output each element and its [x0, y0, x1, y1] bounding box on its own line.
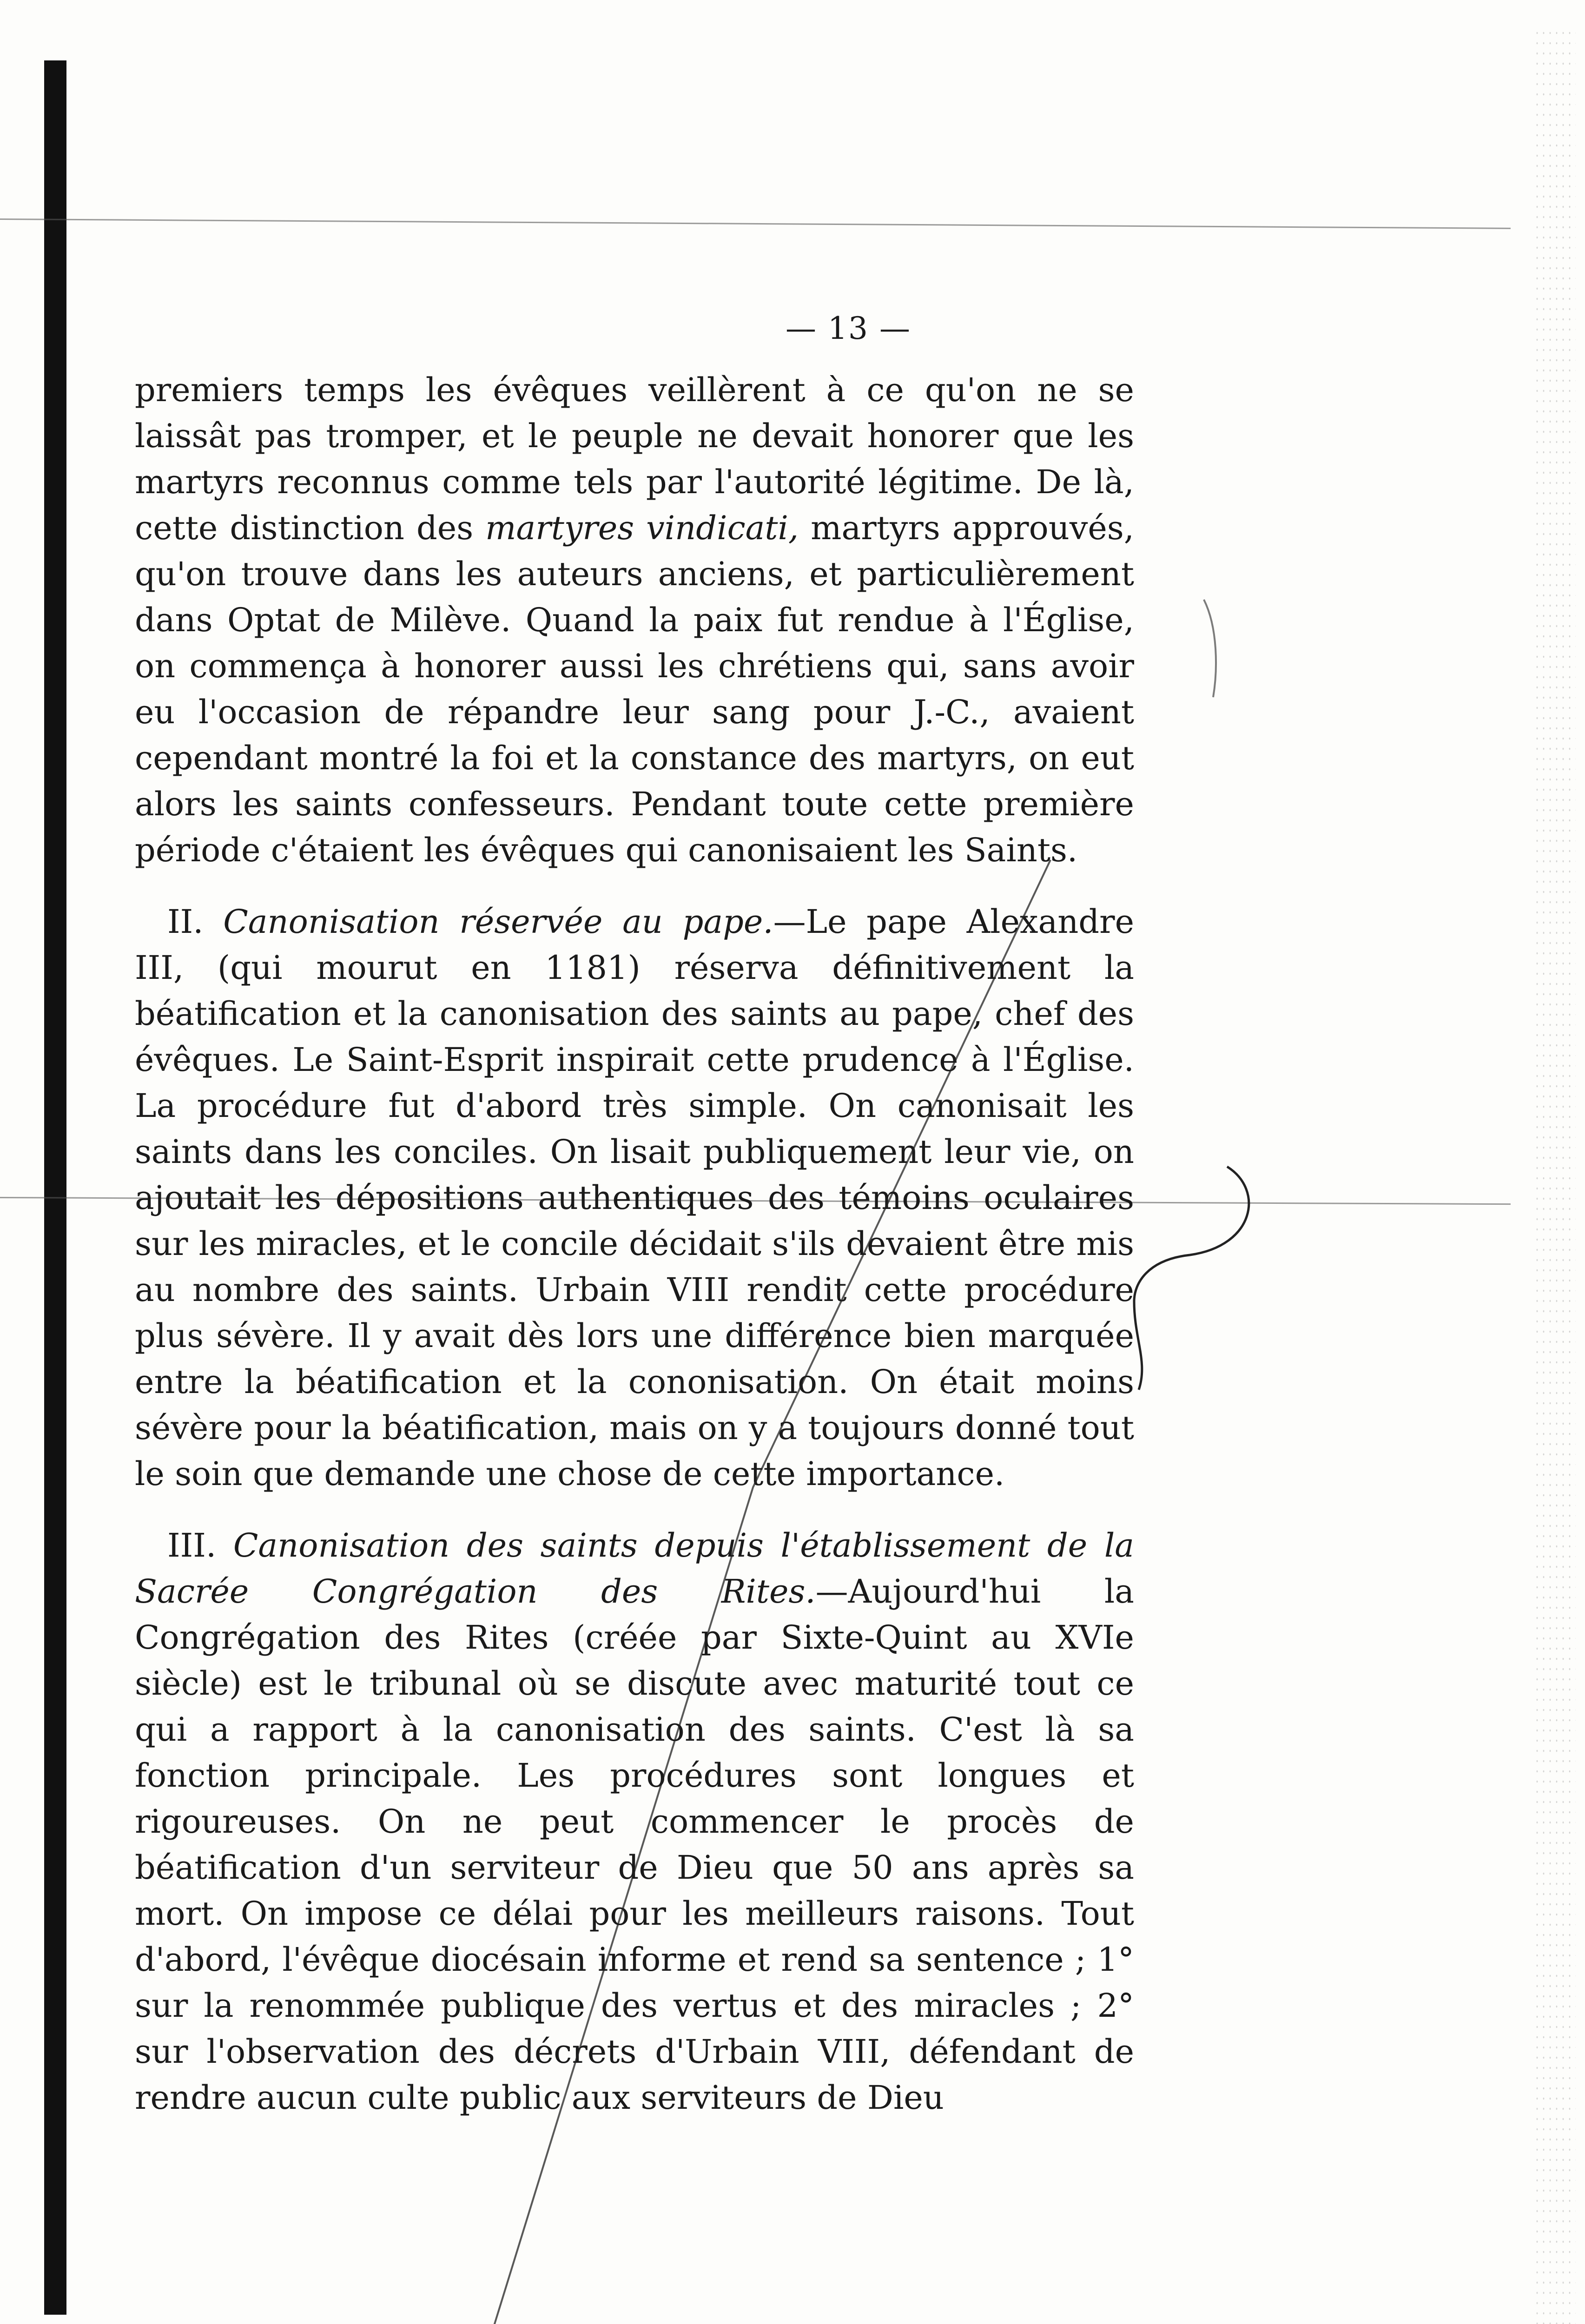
paragraph-1-start: premiers temps les évêques veillèrent à ce qu'on ne se laissât pas tromper, et le peuple ne devait honorer que les martyrs reconnus comme tels par l'autorité légitime. De là, cette distinction des [135, 371, 1134, 547]
margin-curve-mark [1204, 600, 1216, 697]
paragraph-1-italic: martyres vindicati, [485, 509, 799, 547]
section-3 [135, 1523, 1134, 2121]
page-number: — 13 — [786, 310, 911, 346]
section-2 [135, 899, 1134, 1497]
section-2-text: —Le pape Alexandre III, (qui mourut en 1181) réserva définitivement la béatification et la canonisation des saints au pape, chef des évêques. Le Saint-Esprit inspirait cette prudence à l'Église. La procédure fut d'abord très simple. On canonisait les saints dans les conciles. On lisait publiquement leur vie, on ajoutait les dépositions authentiques des témoins oculaires sur les miracles, et le concile décidait s'ils devaient être mis au nombre des saints. Urbain VIII rendit cette procédure plus sévère. Il y avait dès lors une différence bien marquée entre la béatification et la cononisation. On était moins sévère pour la béatification, mais on y a toujours donné tout le soin que demande une chose de cette importance. [135, 903, 1134, 1493]
scan-noise-right [1534, 28, 1576, 2324]
section-3-number: III. [167, 1526, 233, 1565]
section-3-text: —Aujourd'hui la Congrégation des Rites (créée par Sixte-Quint au XVIe siècle) est le tribunal où se discute avec maturité tout ce qui a rapport à la canonisation des saints. C'est là sa fonction principale. Les procédures sont longues et rigoureuses. On ne peut commencer le procès de béatification d'un serviteur de Dieu que 50 ans après sa mort. On impose ce délai pour les meilleurs raisons. Tout d'abord, l'évêque diocésain informe et rend sa sentence ; 1° sur la renommée publique des vertus et des miracles ; 2° sur l'observation des décrets d'Urbain VIII, défendant de rendre aucun culte public aux serviteurs de Dieu [135, 1572, 1134, 2117]
section-3-title: Canonisation des saints depuis l'établissement de la Sacrée Congrégation des Rites. [135, 1526, 1134, 1611]
section-2-title: Canonisation réservée au pape. [223, 903, 773, 941]
section-2-number: II. [167, 903, 224, 941]
binding-edge [44, 60, 66, 2315]
paragraph-1-rest: martyrs approuvés, qu'on trouve dans les auteurs anciens, et particulièrement dans Optat de Milève. Quand la paix fut rendue à l'Église, on commença à honorer aussi les chrétiens qui, sans avoir eu l'occasion de répandre leur sang pour J.-C., avaient cependant montré la foi et la constance des martyrs, on eut alors les saints confesseurs. Pendant toute cette première période c'étaient les évêques qui canonisaient les Saints. [135, 509, 1135, 869]
main-text [135, 367, 1134, 2121]
scan-rule-top [0, 218, 1511, 229]
ink-bracket-mark [1134, 1167, 1249, 1390]
paragraph-1 [135, 367, 1134, 873]
